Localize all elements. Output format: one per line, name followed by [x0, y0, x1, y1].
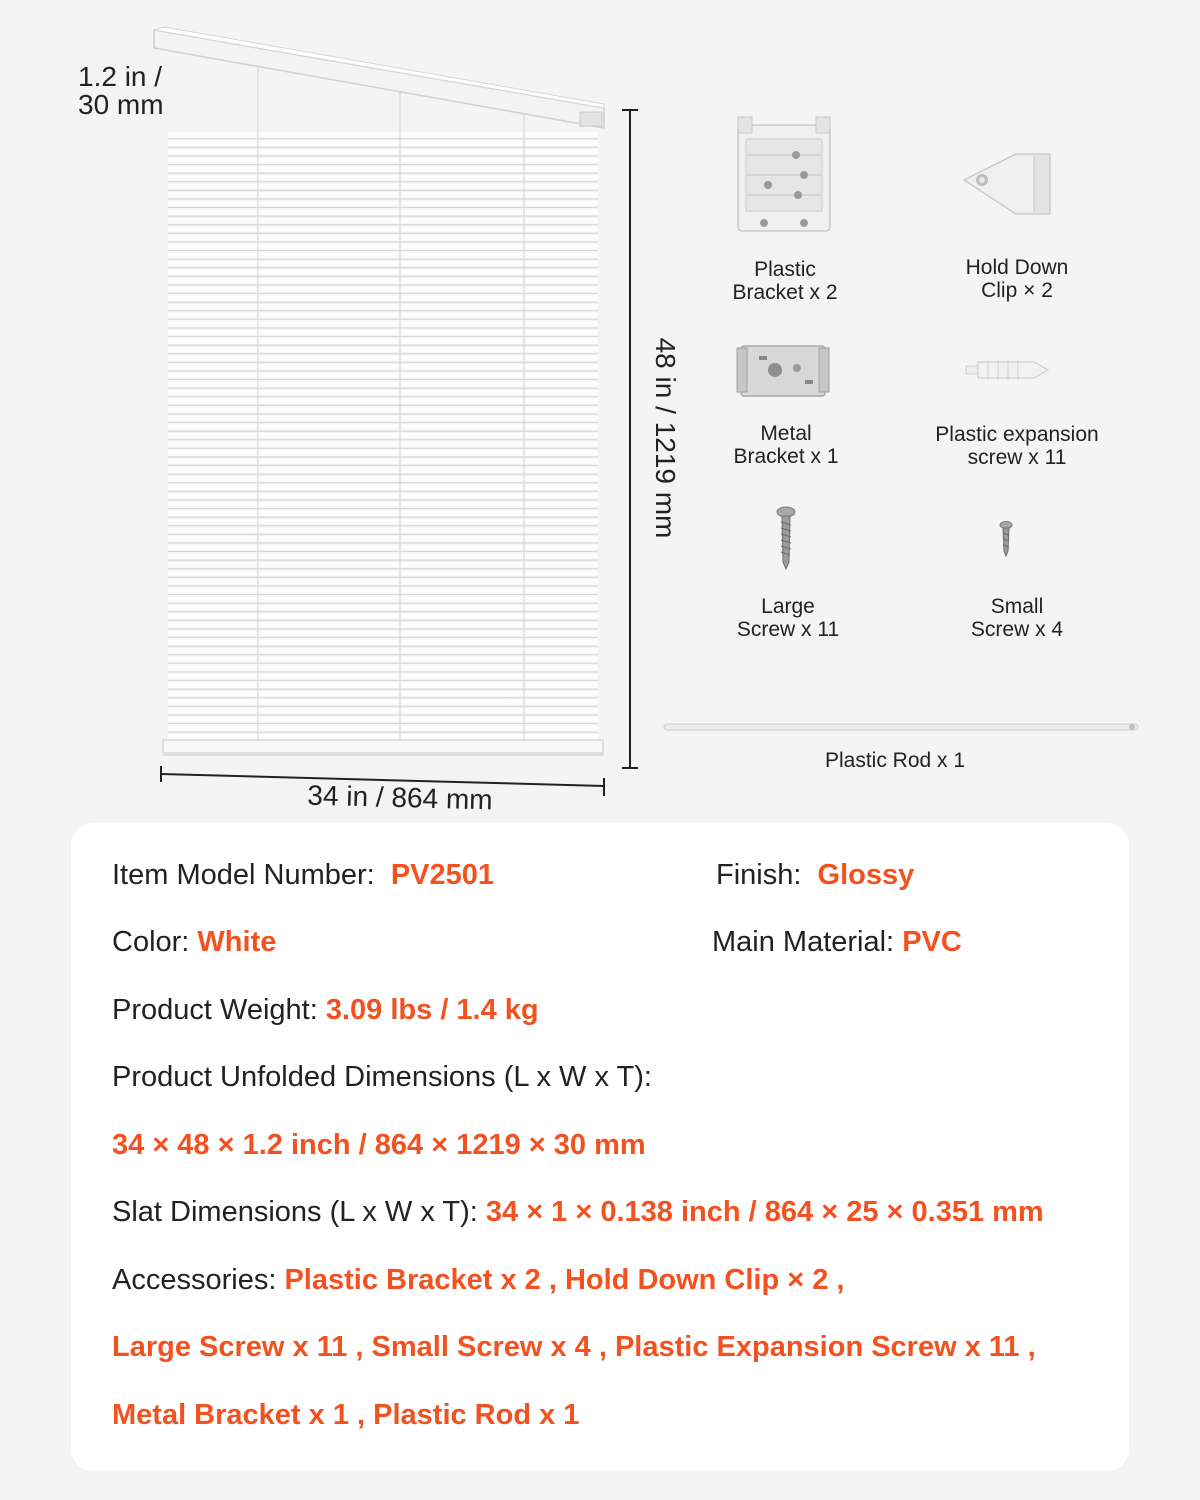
spec-label: Accessories:	[112, 1264, 277, 1296]
spec-model-number	[112, 858, 494, 892]
accessory-label-line: Metal	[760, 422, 812, 445]
accessory-label-plastic-rod: Plastic Rod x 1	[824, 749, 966, 772]
large-screw-icon	[774, 506, 798, 570]
depth-dimension-line1: 1.2 in /	[78, 61, 163, 92]
accessory-label-large-screw	[708, 595, 868, 641]
spec-finish	[716, 858, 914, 892]
spec-label: Product Weight:	[112, 994, 318, 1026]
accessory-label-line: Plastic expansion	[935, 423, 1099, 446]
spec-label: Slat Dimensions (L x W x T):	[112, 1196, 478, 1228]
spec-value: Glossy	[817, 859, 915, 891]
spec-material	[712, 925, 962, 959]
depth-dimension-label	[78, 63, 164, 119]
accessory-label-hold-down-clip	[927, 256, 1107, 302]
spec-unfolded-value: 34 × 48 × 1.2 inch / 864 × 1219 × 30 mm	[112, 1129, 646, 1161]
hold-down-clip-icon	[958, 150, 1054, 218]
spec-color	[112, 925, 276, 959]
spec-accessories	[112, 1263, 845, 1297]
spec-accessories-line3: Metal Bracket x 1 , Plastic Rod x 1	[112, 1399, 580, 1431]
spec-label: Color:	[112, 926, 190, 958]
spec-accessories-line2: Large Screw x 11 , Small Screw x 4 , Plastic Expansion Screw x 11 ,	[112, 1331, 1036, 1363]
accessory-label-expansion-screw	[910, 423, 1124, 469]
accessory-label-line: Hold Down	[965, 256, 1069, 279]
width-dimension-label: 34 in / 864 mm	[307, 779, 493, 816]
spec-value: 3.09 lbs / 1.4 kg	[325, 994, 539, 1026]
spec-label: Finish:	[716, 859, 802, 891]
spec-weight	[112, 993, 539, 1027]
spec-label: Main Material:	[712, 926, 895, 958]
spec-value: White	[197, 926, 277, 958]
accessory-label-line: Bracket x 1	[733, 445, 839, 468]
plastic-bracket-icon	[734, 115, 834, 235]
accessory-label-small-screw	[937, 595, 1097, 641]
small-screw-icon	[998, 521, 1014, 557]
spec-unfolded-label: Product Unfolded Dimensions (L x W x T):	[112, 1061, 652, 1093]
depth-dimension-line2: 30 mm	[78, 89, 164, 120]
spec-value: Plastic Bracket x 2 , Hold Down Clip × 2 ,	[284, 1264, 845, 1296]
accessory-label-metal-bracket	[706, 422, 866, 468]
accessory-label-line: Clip × 2	[981, 279, 1053, 302]
plastic-rod-icon	[660, 720, 1144, 734]
metal-bracket-icon	[735, 340, 831, 402]
spec-value: PVC	[902, 926, 962, 958]
spec-value: 34 × 1 × 0.138 inch / 864 × 25 × 0.351 mm	[485, 1196, 1044, 1228]
accessory-label-line: Small	[990, 595, 1044, 618]
accessory-label-line: Screw x 11	[736, 618, 840, 641]
spec-slat-dimensions	[112, 1195, 1044, 1229]
dimension-lines	[0, 0, 700, 820]
spec-label: Item Model Number:	[112, 859, 375, 891]
height-dimension-label: 48 in / 1219 mm	[650, 337, 681, 539]
accessory-label-line: screw x 11	[967, 446, 1067, 469]
accessory-label-plastic-bracket	[705, 258, 865, 304]
accessory-label-line: Screw x 4	[970, 618, 1064, 641]
accessory-label-line: Plastic	[754, 258, 816, 281]
expansion-screw-icon	[964, 356, 1050, 384]
accessory-label-line: Large	[761, 595, 815, 618]
spec-value: PV2501	[390, 859, 495, 891]
accessory-label-line: Bracket x 2	[732, 281, 838, 304]
